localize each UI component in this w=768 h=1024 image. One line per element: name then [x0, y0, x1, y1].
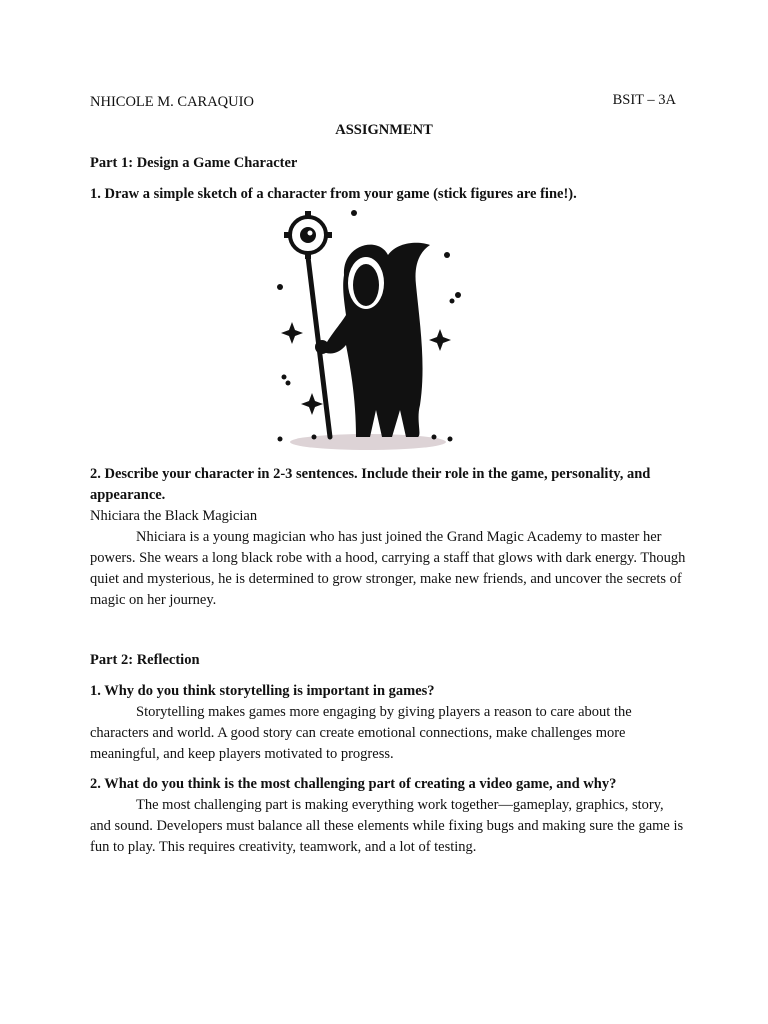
part1-question-2-line1: 2. Describe your character in 2-3 sentences. Include their role in the game, personality, and [90, 466, 651, 482]
part2-answer-2: The most challenging part is making everything work together—gameplay, graphics, story, and sound. Developers must balance all these elements while fixing bugs and making sure the game is fun to play. This requires creativity, teamwork, and a lot of testing. [90, 797, 684, 855]
character-name: Nhiciara the Black Magician [90, 508, 258, 524]
part1-heading: Part 1: Design a Game Character [90, 155, 298, 171]
document-title: ASSIGNMENT [335, 122, 433, 138]
part2-heading: Part 2: Reflection [90, 652, 200, 668]
part1-question-2-line2: appearance. [90, 487, 166, 503]
part2-question-2: 2. What do you think is the most challenging part of creating a video game, and why? [90, 776, 617, 792]
part1-question-1: 1. Draw a simple sketch of a character from your game (stick figures are fine!). [90, 186, 577, 202]
staff-orb-icon [284, 211, 332, 259]
student-name: NHICOLE M. CARAQUIO [90, 94, 254, 110]
part2-question-1: 1. Why do you think storytelling is important in games? [90, 683, 435, 699]
character-description: Nhiciara is a young magician who has just joined the Grand Magic Academy to master her powers. She wears a long black robe with a hood, carrying a staff that glows with dark energy. Though quiet and mysterious, he is determined to grow stronger, make new friends, and uncover the secrets of magic on her journey. [90, 529, 686, 608]
magician-character-illustration [270, 205, 470, 455]
class-section: BSIT – 3A [612, 92, 676, 108]
part2-answer-1: Storytelling makes games more engaging by giving players a reason to care about the characters and world. A good story can create emotional connections, make challenges more meaningful, and keep players motivated to progress. [90, 704, 632, 762]
hood-shadow [353, 264, 379, 306]
hand [315, 340, 329, 354]
